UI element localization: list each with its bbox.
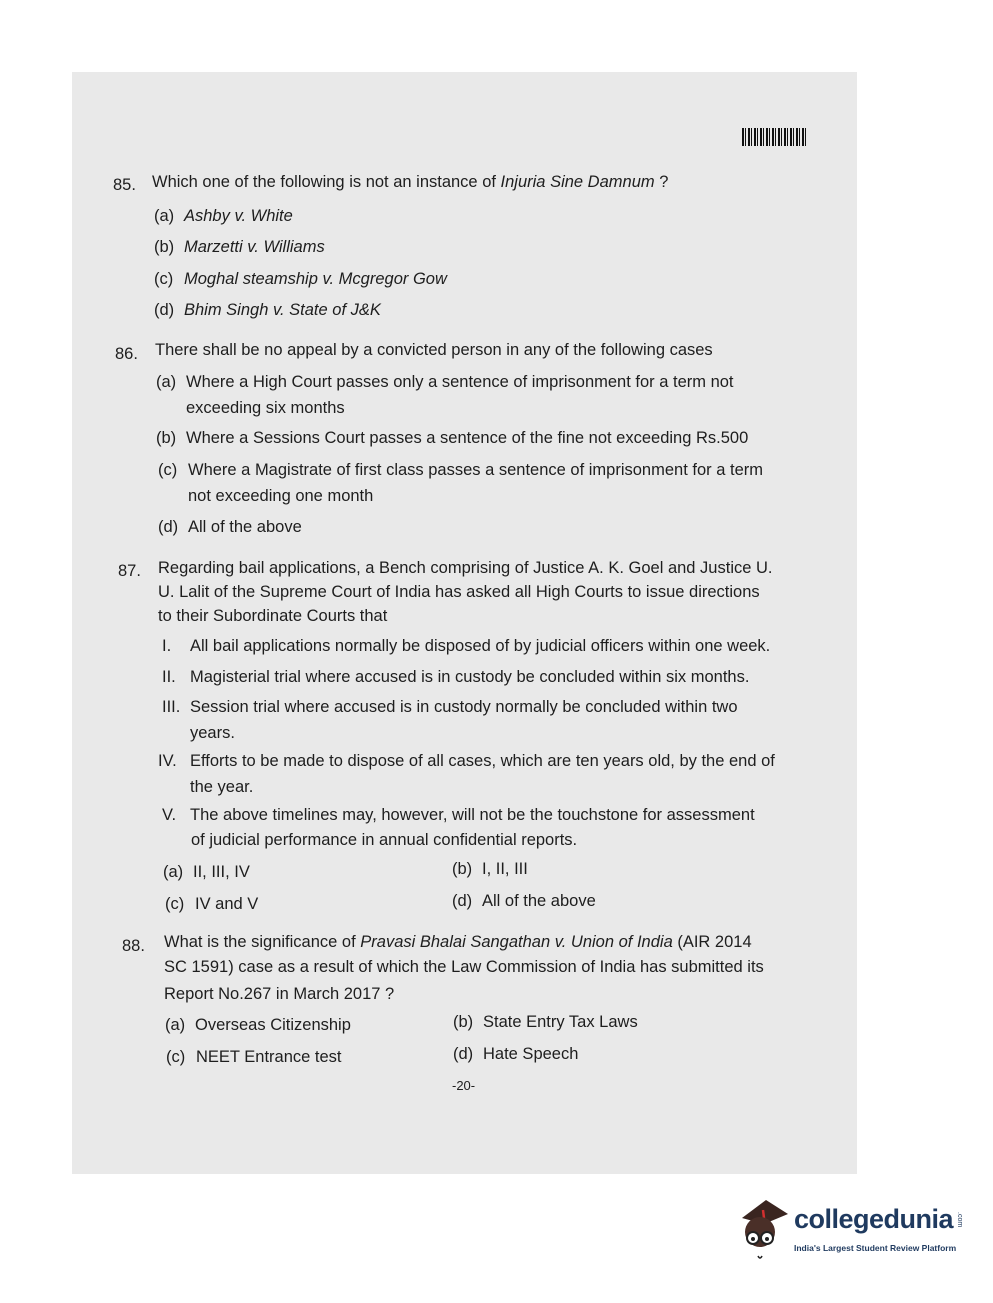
question-87-stem-line2: U. Lalit of the Supreme Court of India has asked all High Courts to issue directions	[158, 583, 760, 601]
option-87b: (b) I, II, III	[452, 860, 528, 878]
statement-iv-cont: the year.	[190, 778, 254, 796]
option-87a: (a) II, III, IV	[163, 863, 250, 881]
question-86-stem: There shall be no appeal by a convicted person in any of the following cases	[155, 341, 713, 359]
collegedunia-logo[interactable]	[736, 1198, 966, 1260]
statement-iii-cont: years.	[190, 724, 235, 742]
option-88c: (c) NEET Entrance test	[166, 1048, 342, 1066]
question-number: 85.	[113, 176, 136, 194]
page-number: -20-	[452, 1078, 476, 1093]
question-number: 87.	[118, 562, 141, 580]
option-88a: (a) Overseas Citizenship	[165, 1016, 351, 1034]
statement-iv: IV. Efforts to be made to dispose of all cases, which are ten years old, by the end of	[158, 752, 775, 770]
question-85-stem: Which one of the following is not an instance of Injuria Sine Damnum ?	[152, 173, 669, 191]
logo-tld: .com	[956, 1212, 963, 1228]
option-86c: (c) Where a Magistrate of first class passes a sentence of imprisonment for a term	[158, 461, 763, 479]
option-85b: (b) Marzetti v. Williams	[154, 238, 325, 256]
question-87-stem-line1: Regarding bail applications, a Bench comprising of Justice A. K. Goel and Justice U.	[158, 559, 773, 577]
barcode	[742, 128, 808, 146]
question-number: 88.	[122, 937, 145, 955]
option-86a-cont: exceeding six months	[186, 399, 345, 417]
option-86a: (a) Where a High Court passes only a sentence of imprisonment for a term not	[156, 373, 734, 391]
question-number: 86.	[115, 345, 138, 363]
option-88d: (d) Hate Speech	[453, 1045, 579, 1063]
option-86c-cont: not exceeding one month	[188, 487, 374, 505]
option-86d: (d) All of the above	[158, 518, 302, 536]
statement-i: I. All bail applications normally be disposed of by judicial officers within one week.	[162, 637, 771, 655]
statement-v-cont: of judicial performance in annual confidential reports.	[191, 831, 578, 849]
question-88-line2: SC 1591) case as a result of which the Law Commission of India has submitted its	[164, 958, 764, 976]
logo-wordmark: collegedunia	[794, 1204, 954, 1234]
option-87d: (d) All of the above	[452, 892, 596, 910]
statement-iii: III. Session trial where accused is in custody normally be concluded within two	[162, 698, 738, 716]
question-88-line1: What is the significance of Pravasi Bhalai Sangathan v. Union of India (AIR 2014	[164, 933, 752, 951]
statement-ii: II. Magisterial trial where accused is in custody be concluded within six months.	[162, 668, 750, 686]
option-85d: (d) Bhim Singh v. State of J&K	[154, 301, 381, 319]
mascot-icon	[736, 1198, 792, 1260]
logo-tagline: India's Largest Student Review Platform	[794, 1243, 957, 1253]
question-88-line3: Report No.267 in March 2017 ?	[164, 985, 395, 1003]
option-85c: (c) Moghal steamship v. Mcgregor Gow	[154, 270, 447, 288]
option-85a: (a) Ashby v. White	[154, 207, 293, 225]
option-87c: (c) IV and V	[165, 895, 259, 913]
option-86b: (b) Where a Sessions Court passes a sentence of the fine not exceeding Rs.500	[156, 429, 749, 447]
option-88b: (b) State Entry Tax Laws	[453, 1013, 638, 1031]
statement-v: V. The above timelines may, however, will not be the touchstone for assessment	[162, 806, 755, 824]
question-87-stem-line3: to their Subordinate Courts that	[158, 607, 388, 625]
